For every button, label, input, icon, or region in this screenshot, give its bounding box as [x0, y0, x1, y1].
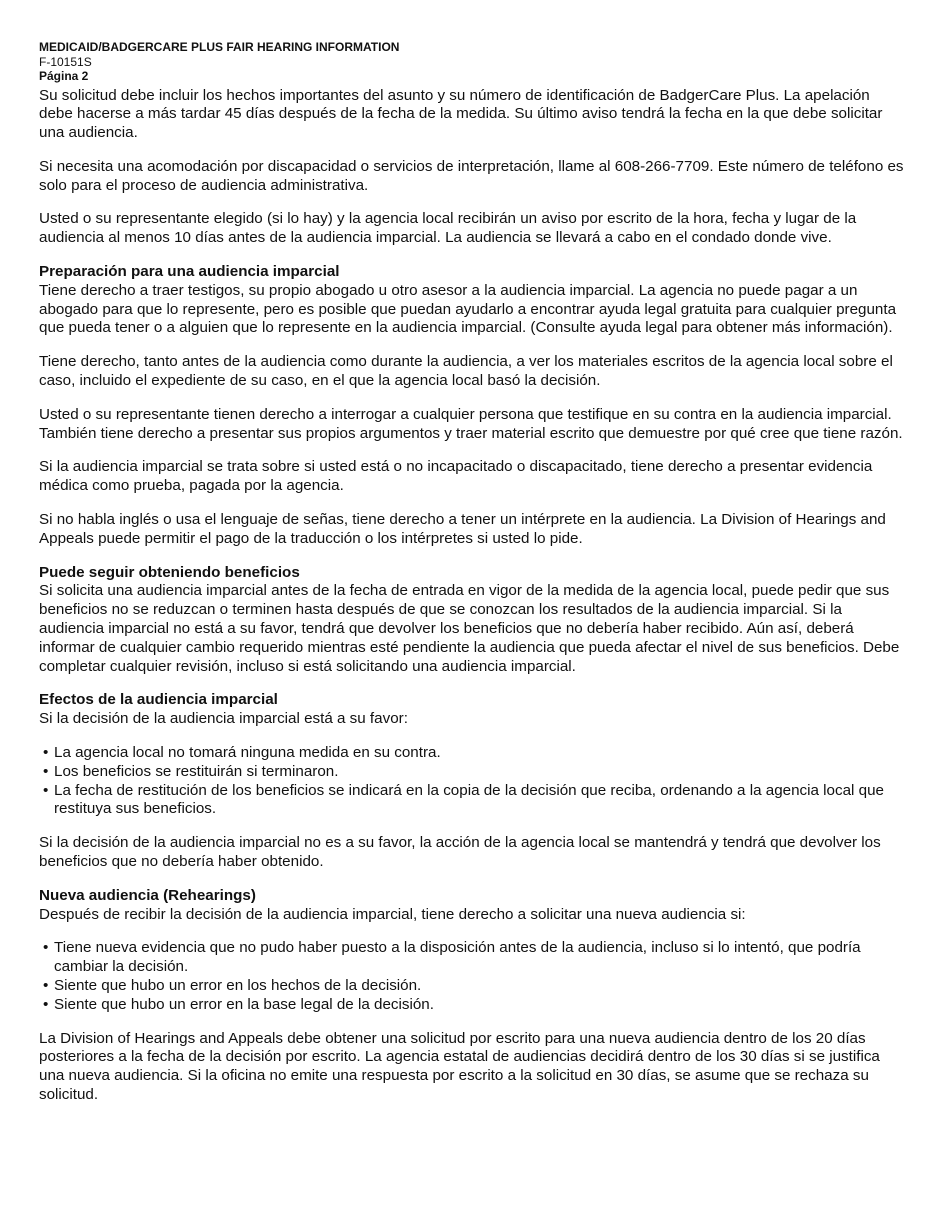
nueva-lead: Después de recibir la decisión de la audiencia imparcial, tiene derecho a solicitar una nueva audiencia si: [39, 905, 746, 923]
efectos-closing: Si la decisión de la audiencia imparcial no es a su favor, la acción de la agencia local se mantendrá y tendrá que devolver los beneficios que no debería haber obtenido. [39, 834, 881, 870]
beneficios-paragraph: Si solicita una audiencia imparcial antes de la fecha de entrada en vigor de la medida de la agencia local, puede pedir que sus beneficios no se reduzcan o terminen hasta después de que se conozcan los resultados de la audiencia imparcial. Si la audiencia imparcial no está a su favor, tendrá que devolver los beneficios que no debería haber recibido. Aún así, deberá informar de cualquier cambio requerido mientras esté pendiente la audiencia que pueda afectar el nivel de sus beneficios. Debe completar cualquier revisión, incluso si está solicitando una audiencia imparcial. [39, 582, 900, 675]
preparacion-paragraph: Si no habla inglés o usa el lenguaje de señas, tiene derecho a tener un intérprete en la audiencia. La Division of Hearings and Appeals puede permitir el pago de la traducción o los intérpretes si usted lo pide. [39, 511, 886, 547]
preparacion-paragraph: Si la audiencia imparcial se trata sobre si usted está o no incapacitado o discapacitado, tiene derecho a presentar evidencia médica como prueba, pagada por la agencia. [39, 458, 873, 495]
form-header [39, 40, 905, 84]
efectos-lead: Si la decisión de la audiencia imparcial está a su favor: [39, 710, 408, 728]
section-title-beneficios: Puede seguir obteniendo beneficios [39, 563, 300, 581]
list-item: • Siente que hubo un error en los hechos de la decisión. [39, 977, 905, 996]
intro-paragraph: Usted o su representante elegido (si lo hay) y la agencia local recibirán un aviso por escrito de la hora, fecha y lugar de la audiencia al menos 10 días antes de la audiencia imparcial. La audiencia se llevará a cabo en el condado donde vive. [39, 210, 857, 247]
section-title-preparacion: Preparación para una audiencia imparcial [39, 263, 340, 281]
preparacion-paragraph: Usted o su representante tienen derecho a interrogar a cualquier persona que testifique en su contra en la audiencia imparcial. También tiene derecho a presentar sus propios argumentos y traer material escrito que demuestre por qué cree que tiene razón. [39, 405, 903, 442]
nueva-list [39, 939, 905, 1014]
section-title-nueva-audiencia: Nueva audiencia (Rehearings) [39, 886, 256, 904]
preparacion-paragraph: Tiene derecho a traer testigos, su propio abogado u otro asesor a la audiencia imparcial. La agencia no puede pagar a un abogado para que lo represente, pero es posible que puedan ayudarlo a encontrar ayuda legal gratuita para cualquier pregunta que pueda tener o a alguien que lo represente en la audiencia imparcial. (Consulte ayuda legal para obtener más información). [39, 281, 897, 337]
nueva-closing: La Division of Hearings and Appeals debe obtener una solicitud por escrito para una nueva audiencia dentro de los 20 días posteriores a la fecha de la decisión por escrito. La agencia estatal de audiencias decidirá dentro de los 30 días si se justifica una nueva audiencia. Si la oficina no emite una respuesta por escrito a la solicitud en 30 días, se asume que se rechaza su solicitud. [39, 1029, 880, 1103]
list-item: • Tiene nueva evidencia que no pudo haber puesto a la disposición antes de la audiencia, incluso si lo intentó, que podría cambiar la decisión. [39, 939, 905, 977]
list-item: • Siente que hubo un error en la base legal de la decisión. [39, 996, 905, 1015]
page-number: Página 2 [39, 69, 89, 83]
list-item: • La agencia local no tomará ninguna medida en su contra. [39, 744, 905, 763]
list-item: • La fecha de restitución de los beneficios se indicará en la copia de la decisión que reciba, ordenando a la agencia local que restituya sus beneficios. [39, 782, 905, 820]
intro-paragraph: Su solicitud debe incluir los hechos importantes del asunto y su número de identificación de BadgerCare Plus. La apelación debe hacerse a más tardar 45 días después de la fecha de la medida. Su último aviso tendrá la fecha en la que debe solicitar una audiencia. [39, 86, 883, 142]
intro-paragraph: Si necesita una acomodación por discapacidad o servicios de interpretación, llame al 608-266-7709. Este número de teléfono es solo para el proceso de audiencia administrativa. [39, 157, 904, 194]
form-number: F-10151S [39, 54, 92, 69]
form-title: MEDICAID/BADGERCARE PLUS FAIR HEARING INFORMATION [39, 40, 400, 54]
preparacion-paragraph: Tiene derecho, tanto antes de la audiencia como durante la audiencia, a ver los materiales escritos de la agencia local sobre el caso, incluido el expediente de su caso, en el que la agencia local basó la decisión. [39, 353, 893, 390]
section-title-efectos: Efectos de la audiencia imparcial [39, 691, 278, 709]
list-item: • Los beneficios se restituirán si terminaron. [39, 763, 905, 782]
document-page [39, 40, 905, 1105]
efectos-list [39, 744, 905, 819]
